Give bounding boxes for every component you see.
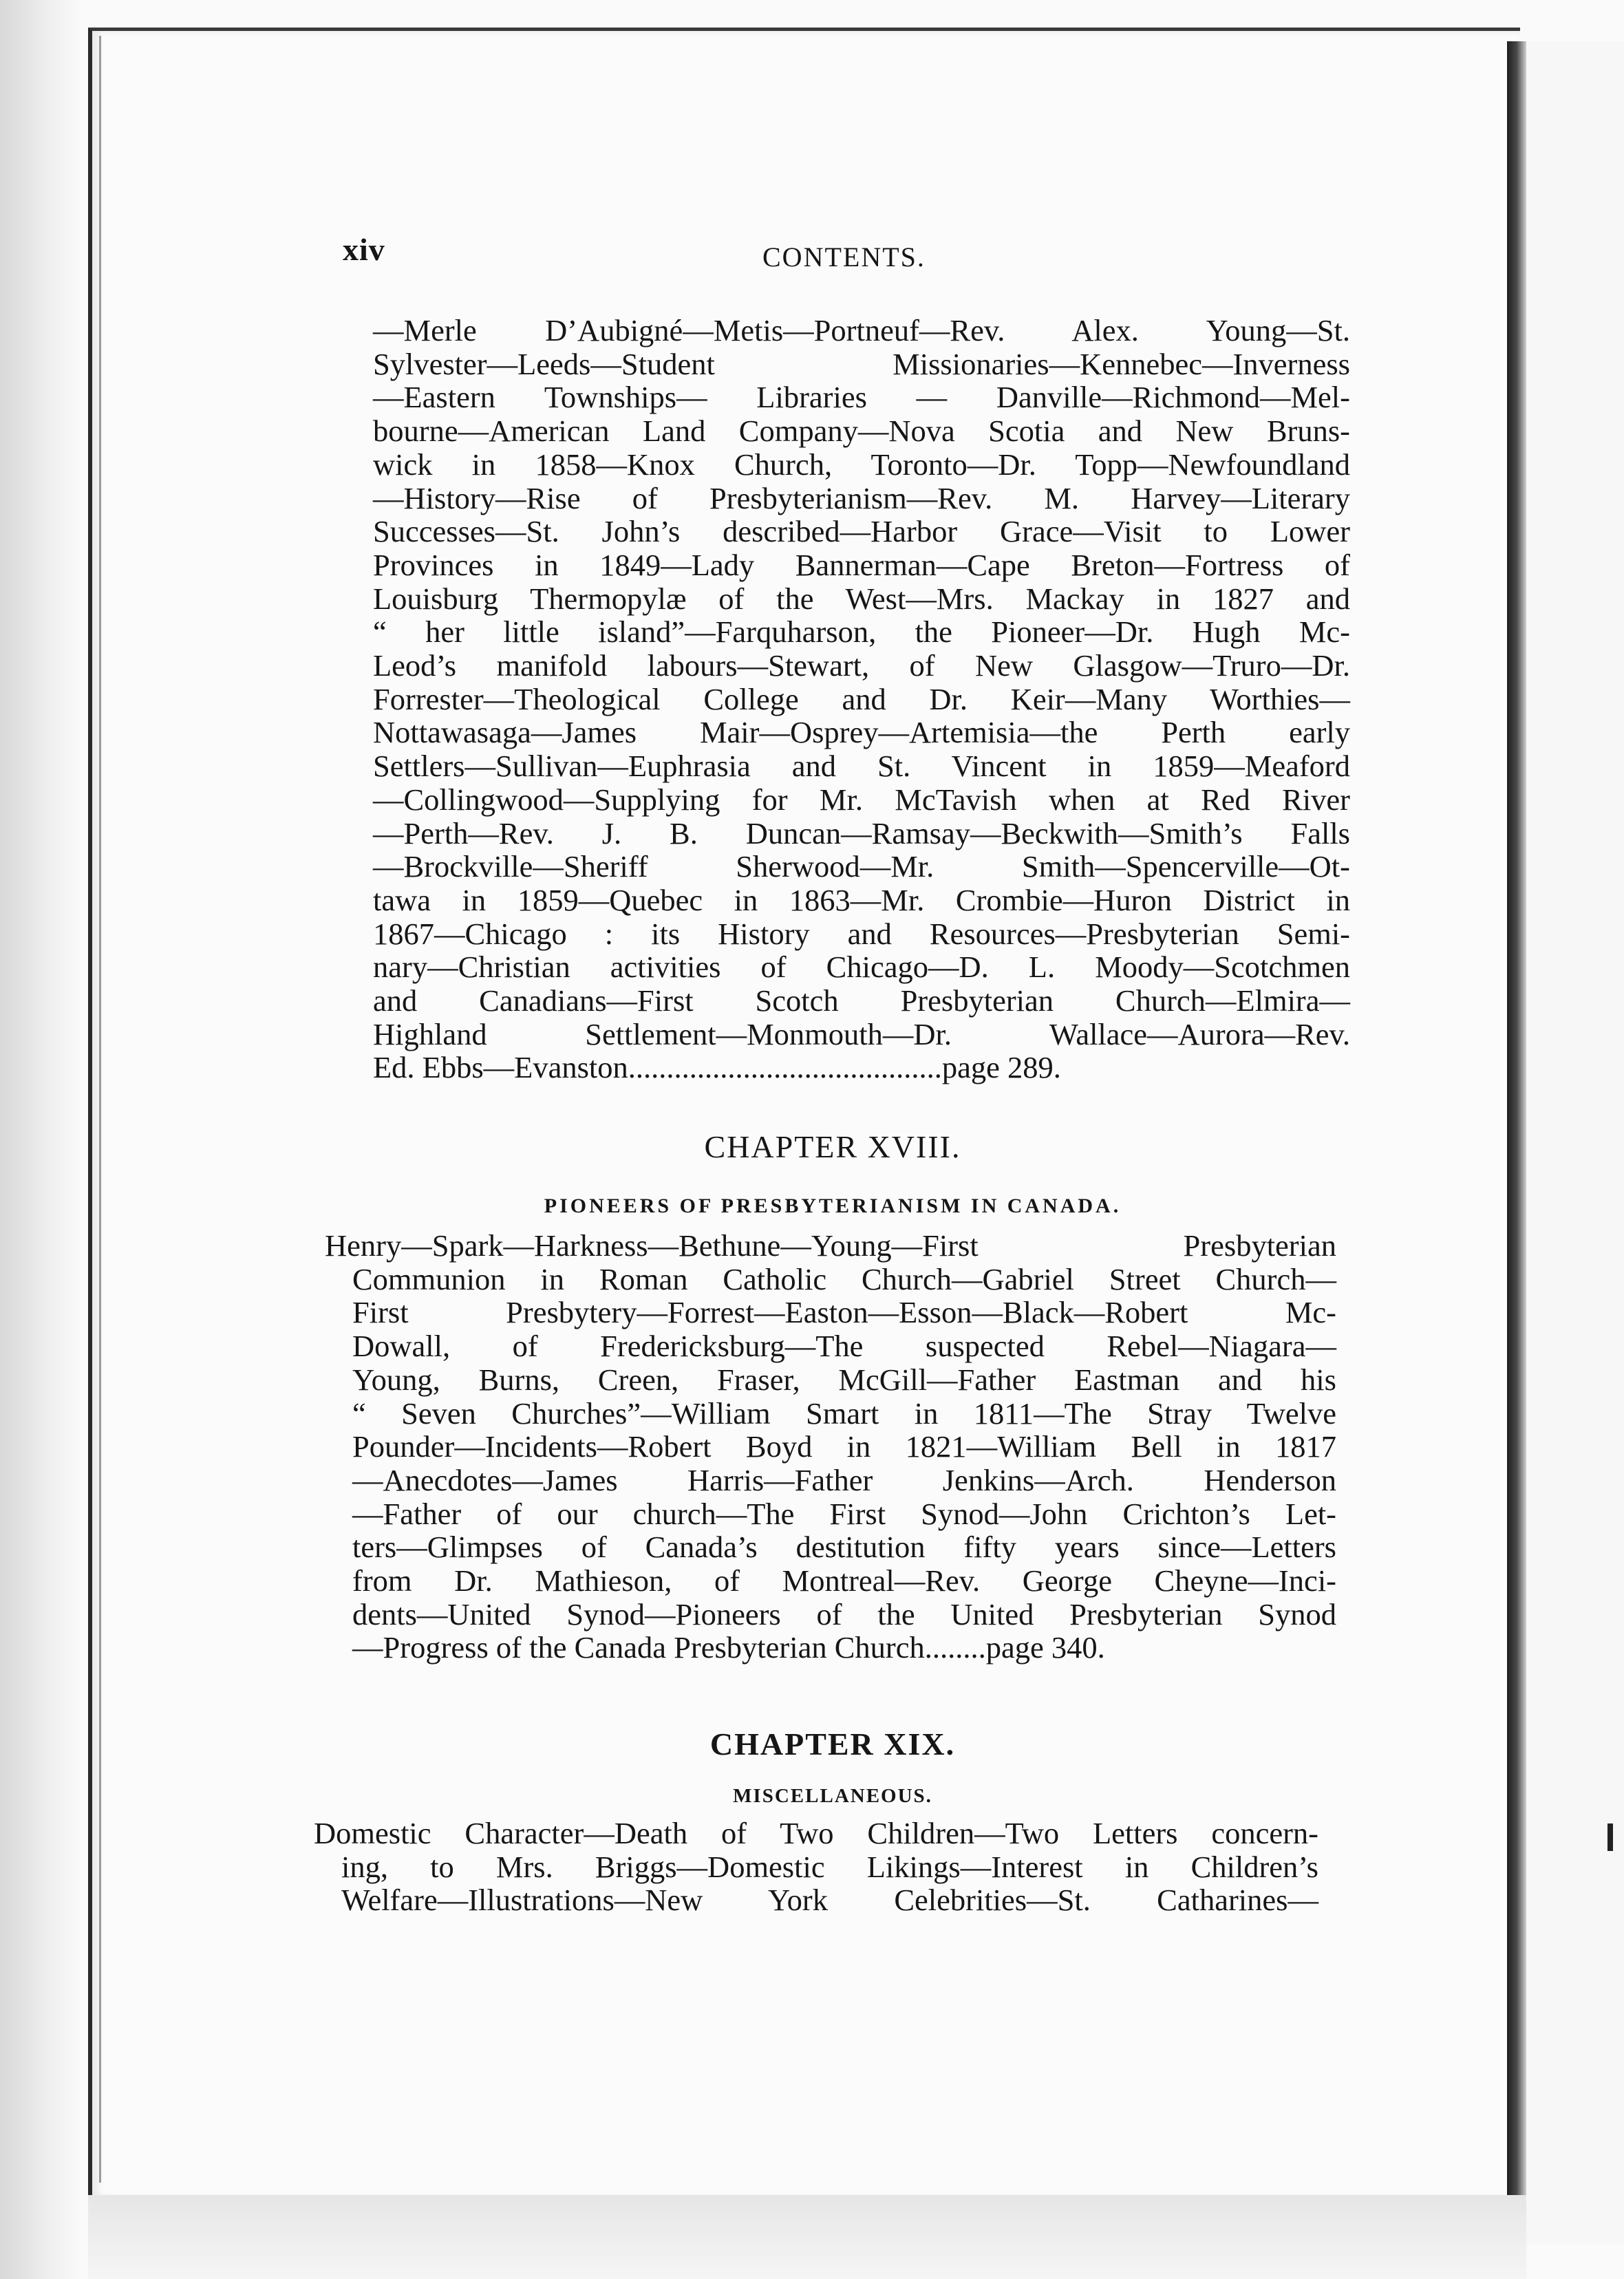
contents-line: Louisburg Thermopylæ of the West—Mrs. Mackay in 1827 and	[373, 581, 1350, 616]
contents-line: Forrester—Theological College and Dr. Keir—Many Worthies—	[373, 681, 1350, 716]
contents-line: —Eastern Townships— Libraries — Danville—Richmond—Mel-	[373, 380, 1350, 415]
contents-line: —Brockville—Sheriff Sherwood—Mr. Smith—Spencerville—Ot-	[373, 849, 1350, 884]
contents-line: “ Seven Churches”—William Smart in 1811—The Stray Twelve	[352, 1395, 1336, 1431]
contents-line: First Presbytery—Forrest—Easton—Esson—Black—Robert Mc-	[352, 1295, 1336, 1330]
book-gutter	[1507, 41, 1526, 2202]
contents-line: Young, Burns, Creen, Fraser, McGill—Father Eastman and his	[352, 1362, 1336, 1397]
contents-line: Welfare—Illustrations—New York Celebrities—St. Catharines—	[341, 1883, 1318, 1918]
contents-line-page-ref: Ed. Ebbs—Evanston.........................................page 289.	[373, 1050, 1061, 1085]
chapter-19-subtitle: MISCELLANEOUS.	[733, 1785, 932, 1807]
facing-page-edge	[1526, 41, 1624, 2243]
page-bottom-shadow	[88, 2195, 1526, 2279]
contents-line: Domestic Character—Death of Two Children—Two Letters concern-	[314, 1816, 1318, 1850]
contents-line: from Dr. Mathieson, of Montreal—Rev. George Cheyne—Inci-	[352, 1563, 1336, 1598]
facing-page-mark	[1607, 1823, 1613, 1851]
contents-line: —Collingwood—Supplying for Mr. McTavish when at Red River	[373, 782, 1350, 817]
contents-line: Leod’s manifold labours—Stewart, of New Glasgow—Truro—Dr.	[373, 648, 1350, 683]
chapter19-contents-paragraph	[314, 1816, 1318, 1918]
chapter-19-heading: CHAPTER XIX.	[709, 1726, 956, 1762]
page-number: xiv	[343, 232, 385, 267]
contents-line: Nottawasaga—James Mair—Osprey—Artemisia—the Perth early	[373, 715, 1350, 750]
contents-line: Dowall, of Fredericksburg—The suspected Rebel—Niagara—	[352, 1329, 1336, 1364]
contents-line: Provinces in 1849—Lady Bannerman—Cape Breton—Fortress of	[373, 547, 1350, 582]
contents-line: 1867—Chicago : its History and Resources—Presbyterian Semi-	[373, 916, 1350, 951]
chapter18-contents-paragraph	[325, 1228, 1336, 1665]
contents-line: Sylvester—Leeds—Student Missionaries—Kennebec—Inverness	[373, 346, 1350, 381]
contents-line: “ her little island”—Farquharson, the Pioneer—Dr. Hugh Mc-	[373, 614, 1350, 650]
contents-line: Pounder—Incidents—Robert Boyd in 1821—William Bell in 1817	[352, 1429, 1336, 1464]
scan-left-margin	[0, 0, 83, 2279]
chapter17-contents-paragraph	[373, 314, 1350, 1084]
contents-line: —Perth—Rev. J. B. Duncan—Ramsay—Beckwith—Smith’s Falls	[373, 815, 1350, 850]
contents-line: Successes—St. John’s described—Harbor Grace—Visit to Lower	[373, 514, 1350, 549]
contents-line: —Father of our church—The First Synod—John Crichton’s Let-	[352, 1496, 1336, 1531]
contents-line: wick in 1858—Knox Church, Toronto—Dr. Topp—Newfoundland	[373, 447, 1350, 482]
contents-line: Highland Settlement—Monmouth—Dr. Wallace—Aurora—Rev.	[373, 1016, 1350, 1051]
contents-line: —Anecdotes—James Harris—Father Jenkins—Arch. Henderson	[352, 1462, 1336, 1497]
running-title: CONTENTS.	[762, 242, 926, 272]
contents-line: Communion in Roman Catholic Church—Gabriel Street Church—	[352, 1261, 1336, 1296]
contents-line: —Merle D’Aubigné—Metis—Portneuf—Rev. Alex. Young—St.	[373, 313, 1350, 347]
contents-line: Settlers—Sullivan—Euphrasia and St. Vincent in 1859—Meaford	[373, 749, 1350, 784]
contents-line: —History—Rise of Presbyterianism—Rev. M. Harvey—Literary	[373, 480, 1350, 515]
contents-line: dents—United Synod—Pioneers of the United Presbyterian Synod	[352, 1596, 1336, 1631]
chapter-18-heading: CHAPTER XVIII.	[704, 1129, 961, 1164]
page-edge-line	[99, 36, 101, 2183]
chapter-18-subtitle: PIONEERS OF PRESBYTERIANISM IN CANADA.	[544, 1195, 1122, 1217]
contents-line: and Canadians—First Scotch Presbyterian Church—Elmira—	[373, 983, 1350, 1018]
contents-line: ters—Glimpses of Canada’s destitution fifty years since—Letters	[352, 1530, 1336, 1565]
contents-line: tawa in 1859—Quebec in 1863—Mr. Crombie—Huron District in	[373, 882, 1350, 917]
contents-line-page-ref: —Progress of the Canada Presbyterian Church........page 340.	[352, 1630, 1105, 1665]
contents-line: ing, to Mrs. Briggs—Domestic Likings—Interest in Children’s	[341, 1849, 1318, 1884]
contents-line: bourne—American Land Company—Nova Scotia and New Bruns-	[373, 414, 1350, 449]
contents-line: Henry—Spark—Harkness—Bethune—Young—First Presbyterian	[325, 1228, 1336, 1263]
contents-line: nary—Christian activities of Chicago—D. L. Moody—Scotchmen	[373, 950, 1350, 985]
